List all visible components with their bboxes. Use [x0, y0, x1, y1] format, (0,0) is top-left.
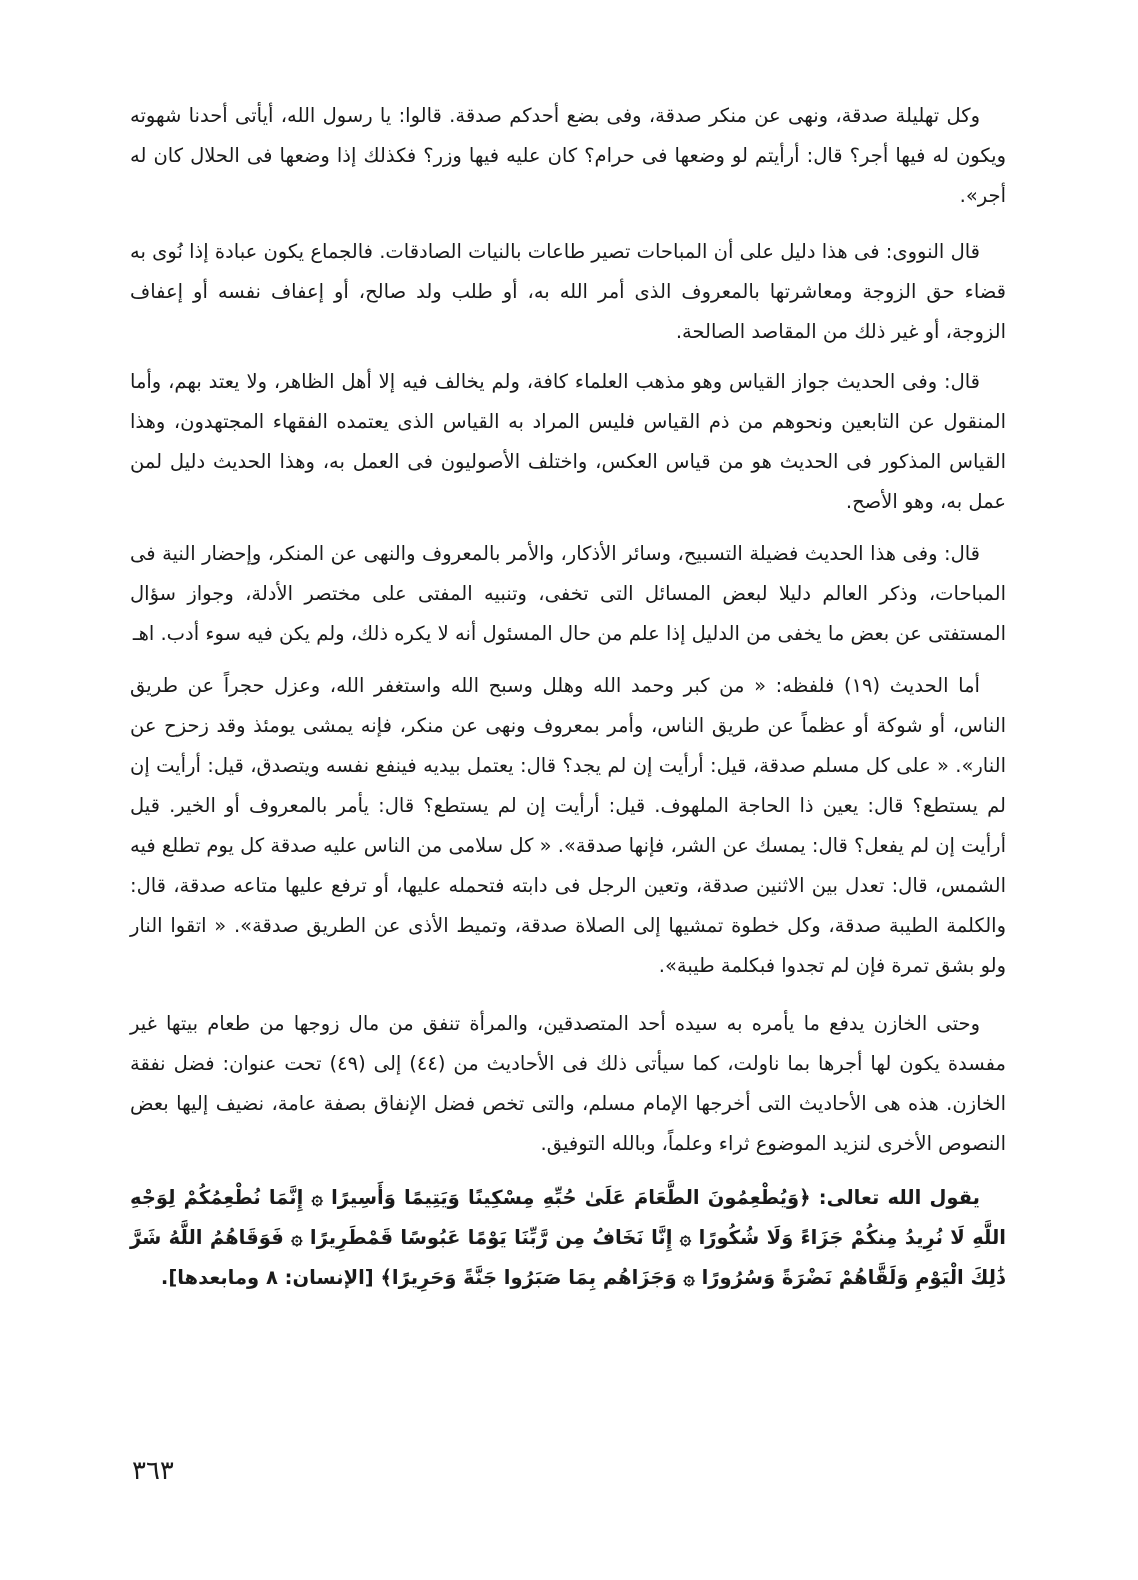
paragraph-4: قال: وفى هذا الحديث فضيلة التسبيح، وسائر الأذكار، والأمر بالمعروف والنهى عن المنكر، وإحضار النية فى المباحات، وذكر العالم دليلا لبعض المسائل التى تخفى، وتنبيه المفتى على مختصر الأدلة، وجواز سؤال المستفتى عن بعض ما يخفى من الدليل إذا علم من حال المسئول أنه لا يكره ذلك، ولم يكن فيه سوء أدب. اهـ	[130, 542, 1006, 645]
paragraph-5: أما الحديث (١٩) فلفظه: « من كبر وحمد الله وهلل وسبح الله واستغفر الله، وعزل حجراً عن طريق الناس، أو شوكة أو عظماً عن طريق الناس، وأمر بمعروف ونهى عن منكر، فإنه يمشى يومئذ وقد زحزح عن النار». « على كل مسلم صدقة، قيل: أرأيت إن لم يجد؟ قال: يعتمل بيديه فينفع نفسه ويتصدق، قيل: أرأيت إن لم يستطع؟ قال: يعين ذا الحاجة الملهوف. قيل: أرأيت إن لم يستطع؟ قال: يأمر بالمعروف أو الخير. قيل أرأيت إن لم يفعل؟ قال: يمسك عن الشر، فإنها صدقة». « كل سلامى من الناس عليه صدقة كل يوم تطلع فيه الشمس، قال: تعدل بين الاثنين صدقة، وتعين الرجل فى دابته فتحمله عليها، أو ترفع عليها متاعه صدقة، قال: والكلمة الطيبة صدقة، وكل خطوة تمشيها إلى الصلاة صدقة، وتميط الأذى عن الطريق صدقة». « اتقوا النار ولو بشق تمرة فإن لم تجدوا فبكلمة طيبة».	[130, 674, 1006, 977]
paragraph-2: قال النووى: فى هذا دليل على أن المباحات تصير طاعات بالنيات الصادقات. فالجماع يكون عبادة إذا نُوى به قضاء حق الزوجة ومعاشرتها بالمعروف الذى أمر الله به، أو طلب ولد صالح، أو إعفاف نفسه أو إعفاف الزوجة، أو غير ذلك من المقاصد الصالحة.	[130, 240, 1006, 343]
paragraph-3: قال: وفى الحديث جواز القياس وهو مذهب العلماء كافة، ولم يخالف فيه إلا أهل الظاهر، ولا يعتد بهم، وأما المنقول عن التابعين ونحوهم من ذم القياس فليس المراد به القياس الذى يعتمده الفقهاء المجتهدون، وهذا القياس المذكور فى الحديث هو من قياس العكس، واختلف الأصوليون فى العمل به، وهذا الحديث دليل لمن عمل به، وهو الأصح.	[130, 370, 1006, 513]
page-number: ٣٦٣	[132, 1456, 174, 1486]
page-body	[130, 96, 1006, 1298]
paragraph-1: وكل تهليلة صدقة، ونهى عن منكر صدقة، وفى بضع أحدكم صدقة. قالوا: يا رسول الله، أيأتى أحدنا شهوته ويكون له فيها أجر؟ قال: أرأيتم لو وضعها فى حرام؟ كان عليه فيها وزر؟ فكذلك إذا وضعها فى الحلال كان له أجر».	[130, 104, 1006, 207]
paragraph-7-quran-verse: يقول الله تعالى: ﴿وَيُطْعِمُونَ الطَّعَامَ عَلَىٰ حُبِّهِ مِسْكِينًا وَيَتِيمًا وَأَسِيرًا ۞ إِنَّمَا نُطْعِمُكُمْ لِوَجْهِ اللَّهِ لَا نُرِيدُ مِنكُمْ جَزَاءً وَلَا شُكُورًا ۞ إِنَّا نَخَافُ مِن رَّبِّنَا يَوْمًا عَبُوسًا قَمْطَرِيرًا ۞ فَوَقَاهُمُ اللَّهُ شَرَّ ذَٰلِكَ الْيَوْمِ وَلَقَّاهُمْ نَضْرَةً وَسُرُورًا ۞ وَجَزَاهُم بِمَا صَبَرُوا جَنَّةً وَحَرِيرًا﴾ [الإنسان: ٨ ومابعدها].	[130, 1186, 1006, 1289]
paragraph-6: وحتى الخازن يدفع ما يأمره به سيده أحد المتصدقين، والمرأة تنفق من مال زوجها من طعام بيتها غير مفسدة يكون لها أجرها بما ناولت، كما سيأتى ذلك فى الأحاديث من (٤٤) إلى (٤٩) تحت عنوان: فضل نفقة الخازن. هذه هى الأحاديث التى أخرجها الإمام مسلم، والتى تخص فضل الإنفاق بصفة عامة، نضيف إليها بعض النصوص الأخرى لنزيد الموضوع ثراء وعلماً، وبالله التوفيق.	[130, 1012, 1006, 1155]
